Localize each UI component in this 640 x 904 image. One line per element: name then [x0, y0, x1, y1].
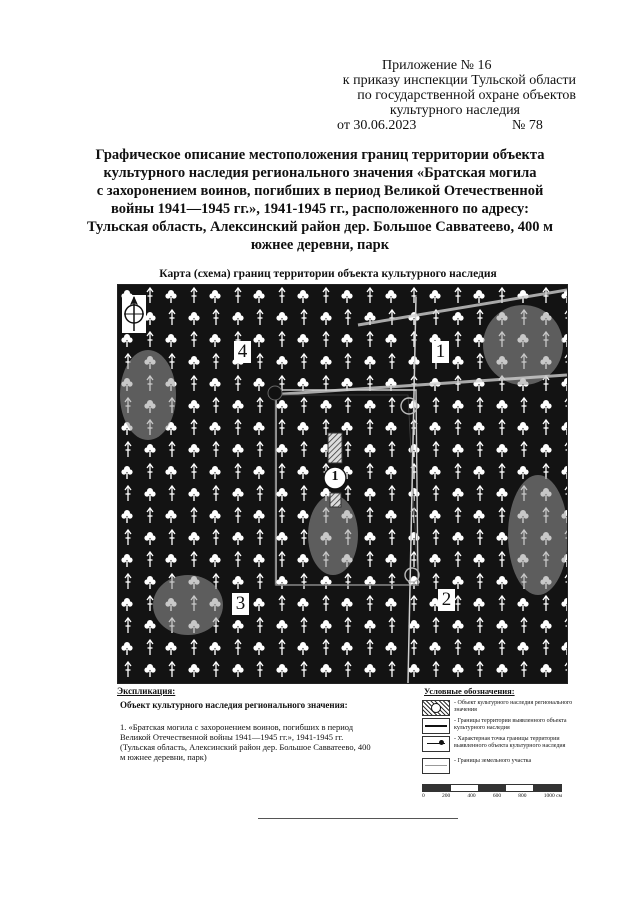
title-line-3: с захоронением воинов, погибших в период Великой Отечественной: [96, 183, 544, 199]
legend-item-land-parcel: [422, 758, 592, 774]
title-line-4: войны 1941—1945 гг.», 1941-1945 гг., расположенного по адресу:: [111, 201, 529, 217]
appendix-date: от 30.06.2023: [337, 118, 417, 133]
scale-bar: [422, 784, 562, 799]
document-title: [70, 146, 570, 254]
legend-item-territory-boundary: [422, 718, 592, 734]
explication-line-3: (Тульская область, Алексинский район дер. Большое Савватеево, 400: [120, 742, 371, 752]
explication-subheading: Объект культурного наследия регионального значения:: [120, 700, 348, 710]
appendix-number: № 78: [512, 118, 543, 133]
point-label-3: 3: [232, 593, 249, 615]
map-title: Карта (схема) границ территории объекта культурного наследия: [159, 268, 497, 280]
appendix-order-line: к приказу инспекции Тульской области: [342, 73, 576, 88]
explication-line-4: м южнее деревни, парк): [120, 752, 207, 762]
scale-bar-graphic: [422, 784, 562, 792]
legend-item-characteristic-point: [422, 736, 592, 756]
legend-item-heritage-object: [422, 700, 592, 716]
appendix-header: [280, 58, 576, 118]
explication-heading: Экспликация:: [117, 686, 176, 696]
title-line-1: Графическое описание местоположения границ территории объекта: [95, 147, 545, 163]
bottom-divider: [258, 818, 458, 819]
legend-boundary-symbol: [422, 718, 450, 734]
scale-label: 0: [422, 793, 425, 799]
title-line-6: южнее деревни, парк: [250, 237, 390, 253]
legend-item-2-text: - Границы территории выявленного объекта культурного наследия: [454, 718, 567, 731]
scale-label: 400: [467, 793, 476, 799]
boundary-map: [117, 284, 568, 684]
legend-parcel-symbol: [422, 758, 450, 774]
legend-item-4-text: - Границы земельного участка: [454, 758, 532, 764]
legend-hatched-symbol: [422, 700, 450, 716]
point-label-1: 1: [432, 341, 449, 363]
appendix-heritage-line: культурного наследия: [389, 103, 520, 118]
object-number-label: 1: [331, 469, 339, 484]
boundary-point-marker-4: [268, 386, 282, 400]
explication-text: [120, 722, 392, 762]
north-arrow-icon: [122, 295, 146, 333]
legend-point-symbol: [422, 736, 450, 752]
explication-line-2: Великой Отечественной войны 1941—1945 гг.», 1941-1945 гг.: [120, 732, 344, 742]
map-canvas: [118, 285, 567, 683]
point-label-4: 4: [234, 341, 251, 363]
scale-label: 200: [441, 793, 451, 799]
legend-heading: Условные обозначения:: [424, 686, 515, 696]
legend-item-3-text: - Характерная точка границы территории выявленного объекта культурного наследия: [454, 736, 566, 749]
scale-labels: [422, 793, 562, 799]
scale-label: 800: [518, 793, 527, 799]
appendix-org-line: по государственной охране объектов: [357, 88, 576, 103]
legend-item-1-text: - Объект культурного наследия регионального значения: [454, 700, 573, 713]
title-line-2: культурного наследия регионального значения «Братская могила: [103, 165, 537, 181]
appendix-title: Приложение № 16: [382, 58, 492, 73]
point-label-2: 2: [438, 589, 455, 611]
scale-label: 600: [492, 793, 502, 799]
title-line-5: Тульская область, Алексинский район дер. Большое Савватеево, 400 м: [87, 219, 553, 235]
explication-line-1: 1. «Братская могила с захоронением воинов, погибших в период: [120, 722, 354, 732]
scale-label: 1000 см: [543, 793, 562, 799]
